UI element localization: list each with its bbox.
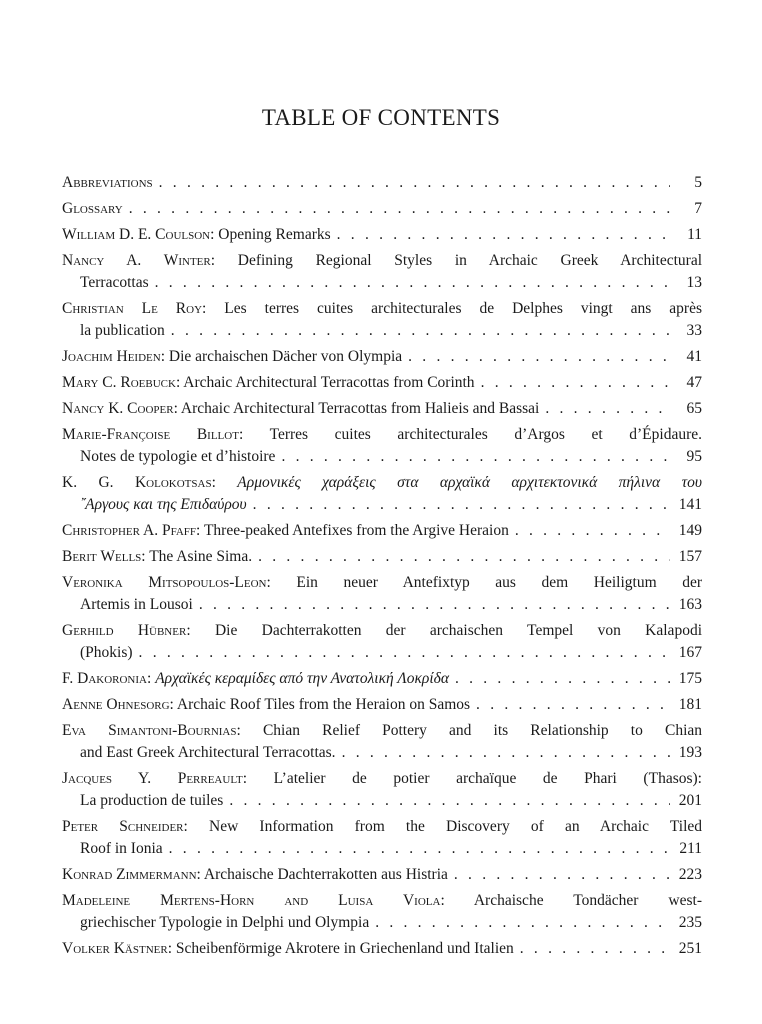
toc-leader-dots [129, 198, 670, 220]
toc-title-line [62, 224, 702, 246]
toc-author: Marie-Françoise Billot [62, 426, 239, 443]
toc-leader-dots [342, 742, 670, 764]
toc-separator: : [173, 400, 181, 417]
toc-separator: : [167, 940, 176, 957]
toc-continuation-line [62, 446, 702, 468]
toc-line-text [62, 372, 475, 394]
toc-separator: : [186, 622, 215, 639]
toc-separator: : [266, 574, 297, 591]
toc-title-continuation: and East Greek Architectural Terracottas. [80, 744, 336, 761]
toc-author: F. Dakoronia [62, 670, 147, 687]
toc-author: Christopher A. Pfaff [62, 522, 197, 539]
toc-title-line [62, 720, 702, 742]
toc-entry [62, 172, 702, 194]
toc-separator: : [196, 522, 204, 539]
toc-entry [62, 694, 702, 716]
toc-title-continuation: Roof in Ionia [80, 840, 163, 857]
toc-leader-dots [199, 594, 670, 616]
toc-title: L’atelier de potier archaïque de Phari (Thasos): [273, 770, 702, 787]
toc-title: Chian Relief Pottery and its Relationship to Chian [262, 722, 703, 739]
toc-continuation-line [62, 320, 702, 342]
toc-author: Jacques Y. Perreault [62, 770, 243, 787]
toc-author: Gerhild Hübner [62, 622, 187, 639]
toc-title: Αρμονικές χαράξεις στα αρχαϊκά αρχιτεκτονικά πήλινα του [237, 474, 702, 491]
toc-separator: : [160, 348, 169, 365]
toc-separator: : [202, 300, 225, 317]
toc-entry [62, 816, 702, 860]
toc-author: Konrad Zimmermann [62, 866, 197, 883]
toc-title: Archaische Dachterrakotten aus Histria [203, 866, 448, 883]
toc-title-continuation: Terracottas [80, 274, 149, 291]
toc-title: Αρχαϊκές κεραμίδες από την Ανατολική Λοκρίδα [155, 670, 449, 687]
toc-leader-dots [515, 520, 670, 542]
toc-author: Joachim Heiden [62, 348, 161, 365]
toc-entry [62, 520, 702, 542]
toc-title-continuation: (Phokis) [80, 644, 133, 661]
toc-page-number: 201 [678, 792, 702, 809]
toc-title-continuation: la publication [80, 322, 165, 339]
page-title: TABLE OF CONTENTS [261, 105, 501, 130]
toc-entry [62, 198, 702, 220]
toc-entry [62, 346, 702, 368]
toc-page-number: 141 [678, 496, 702, 513]
toc-entry [62, 298, 702, 342]
toc-line-text [62, 198, 123, 220]
toc-separator: : [236, 722, 263, 739]
toc-title: Die Dachterrakotten der archaischen Tempel von Kalapodi [214, 622, 702, 639]
toc-title-line [62, 890, 702, 912]
toc-author: Veronika Mitsopoulos-Leon [62, 574, 267, 591]
toc-continuation-line [62, 494, 702, 516]
toc-title-continuation: Artemis in Lousoi [80, 596, 193, 613]
toc-title-continuation: ῎Αργους και της Επιδαύρου [80, 496, 247, 513]
toc-page-number: 7 [694, 200, 702, 217]
toc-line-text [62, 520, 509, 542]
toc-entry [62, 250, 702, 294]
toc-entry [62, 472, 702, 516]
toc-page-number: 33 [686, 322, 702, 339]
toc-line-text [62, 224, 331, 246]
toc-title: Three-peaked Antefixes from the Argive Heraion [203, 522, 509, 539]
toc-line-text [62, 546, 252, 568]
toc-author: Madeleine Mertens-Horn and Luisa Viola [62, 892, 441, 909]
toc-title-line [62, 694, 702, 716]
toc-title-line [62, 668, 702, 690]
toc-title-line [62, 346, 702, 368]
toc-title-line [62, 620, 702, 642]
toc-line-text [62, 938, 514, 960]
toc-page-number: 5 [694, 174, 702, 191]
toc-line-text [62, 694, 470, 716]
toc-leader-dots [258, 546, 670, 568]
toc-title-line [62, 172, 702, 194]
toc-leader-dots [159, 172, 670, 194]
toc-entry [62, 372, 702, 394]
toc-separator: : [175, 374, 184, 391]
toc-title-continuation: griechischer Typologie in Delphi und Olympia [80, 914, 370, 931]
toc-leader-dots [375, 912, 670, 934]
toc-leader-dots [253, 494, 670, 516]
toc-page-number: 235 [678, 914, 702, 931]
toc-entry [62, 224, 702, 246]
toc-entry [62, 398, 702, 420]
toc-author: Peter Schneider [62, 818, 184, 835]
toc-author: Eva Simantoni-Bournias [62, 722, 237, 739]
toc-continuation-line [62, 790, 702, 812]
toc-page-number: 157 [678, 548, 702, 565]
toc-title: Terres cuites architecturales d’Argos et d’Épidaure. [269, 426, 702, 443]
toc-entry [62, 890, 702, 934]
toc-title-line [62, 768, 702, 790]
toc-title: Archaische Tondächer west- [473, 892, 702, 909]
toc-separator: : [238, 426, 270, 443]
toc-entry [62, 546, 702, 568]
toc-separator: : [141, 548, 150, 565]
toc-entry [62, 572, 702, 616]
toc-entry [62, 424, 702, 468]
toc-continuation-line [62, 272, 702, 294]
toc-line-text [62, 172, 153, 194]
toc-title-line [62, 938, 702, 960]
toc-author: Glossary [62, 200, 123, 217]
toc-title: Archaic Roof Tiles from the Heraion on Samos [176, 696, 471, 713]
toc-author: Berit Wells [62, 548, 142, 565]
toc-title: The Asine Sima. [149, 548, 253, 565]
toc-line-text [62, 864, 448, 886]
toc-title-line [62, 816, 702, 838]
toc-author: Mary C. Roebuck [62, 374, 176, 391]
toc-page-number: 163 [678, 596, 702, 613]
toc-continuation-line [62, 838, 702, 860]
toc-title-line [62, 520, 702, 542]
toc-separator: : [242, 770, 274, 787]
toc-continuation-line [62, 742, 702, 764]
toc-author: Aenne Ohnesorg [62, 696, 170, 713]
toc-continuation-line [62, 912, 702, 934]
toc-title-line [62, 572, 702, 594]
toc-leader-dots [481, 372, 670, 394]
toc-leader-dots [408, 346, 670, 368]
toc-entry [62, 720, 702, 764]
toc-page-number: 223 [678, 866, 702, 883]
toc-title-line [62, 864, 702, 886]
toc-entry [62, 938, 702, 960]
toc-author: Christian Le Roy [62, 300, 203, 317]
toc-leader-dots [545, 398, 670, 420]
toc-line-text [62, 668, 449, 690]
toc-page-number: 41 [686, 348, 702, 365]
toc-title: Ein neuer Antefixtyp aus dem Heiligtum der [296, 574, 702, 591]
toc-author: Abbreviations [62, 174, 153, 191]
toc-separator: : [440, 892, 474, 909]
toc-leader-dots [337, 224, 670, 246]
toc-title-continuation: Notes de typologie et d’histoire [80, 448, 276, 465]
toc-separator: : [147, 670, 156, 687]
toc-title-line [62, 472, 702, 494]
toc-page-number: 211 [679, 840, 702, 857]
toc-separator: : [169, 696, 177, 713]
toc-entry [62, 668, 702, 690]
toc-entry [62, 768, 702, 812]
toc-leader-dots [476, 694, 670, 716]
toc-page-number: 251 [678, 940, 702, 957]
toc-leader-dots [281, 446, 670, 468]
toc-separator: : [196, 866, 204, 883]
toc-title: Archaic Architectural Terracottas from Halieis and Bassai [180, 400, 540, 417]
toc-author: Nancy K. Cooper [62, 400, 174, 417]
toc-page-number: 65 [686, 400, 702, 417]
table-of-contents [62, 172, 702, 964]
toc-leader-dots [171, 320, 670, 342]
toc-title: Defining Regional Styles in Archaic Greek Architectural [237, 252, 703, 269]
toc-continuation-line [62, 642, 702, 664]
toc-author: K. G. Kolokotsas [62, 474, 212, 491]
toc-title-line [62, 198, 702, 220]
toc-continuation-line [62, 594, 702, 616]
toc-separator: : [211, 474, 238, 491]
toc-page-number: 149 [678, 522, 702, 539]
toc-title: Scheibenförmige Akrotere in Griechenland und Italien [175, 940, 514, 957]
toc-title: Die archaischen Dächer von Olympia [168, 348, 403, 365]
toc-separator: : [183, 818, 209, 835]
toc-leader-dots [454, 864, 670, 886]
toc-page-number: 175 [678, 670, 702, 687]
toc-page-number: 11 [687, 226, 702, 243]
toc-title: Archaic Architectural Terracottas from Corinth [183, 374, 475, 391]
toc-page-number: 193 [678, 744, 702, 761]
toc-title-line [62, 372, 702, 394]
toc-title-line [62, 424, 702, 446]
toc-page-number: 95 [686, 448, 702, 465]
toc-title-line [62, 398, 702, 420]
toc-entry [62, 620, 702, 664]
toc-title-line [62, 298, 702, 320]
toc-leader-dots [520, 938, 670, 960]
toc-author: Nancy A. Winter [62, 252, 211, 269]
toc-title: Opening Remarks [218, 226, 331, 243]
toc-title-line [62, 250, 702, 272]
toc-line-text [62, 398, 539, 420]
toc-leader-dots [229, 790, 670, 812]
toc-title: Les terres cuites architecturales de Delphes vingt ans après [224, 300, 702, 317]
toc-leader-dots [139, 642, 670, 664]
toc-title-line [62, 546, 702, 568]
toc-leader-dots [155, 272, 670, 294]
toc-leader-dots [169, 838, 670, 860]
toc-separator: : [210, 226, 219, 243]
toc-page-number: 181 [678, 696, 702, 713]
toc-entry [62, 864, 702, 886]
toc-leader-dots [455, 668, 670, 690]
toc-title-continuation: La production de tuiles [80, 792, 224, 809]
toc-title: New Information from the Discovery of an Archaic Tiled [209, 818, 703, 835]
toc-line-text [62, 346, 402, 368]
toc-author: Volker Kästner [62, 940, 168, 957]
toc-page-number: 47 [686, 374, 702, 391]
toc-author: William D. E. Coulson [62, 226, 211, 243]
toc-page-number: 13 [686, 274, 702, 291]
toc-separator: : [210, 252, 238, 269]
toc-page-number: 167 [678, 644, 702, 661]
